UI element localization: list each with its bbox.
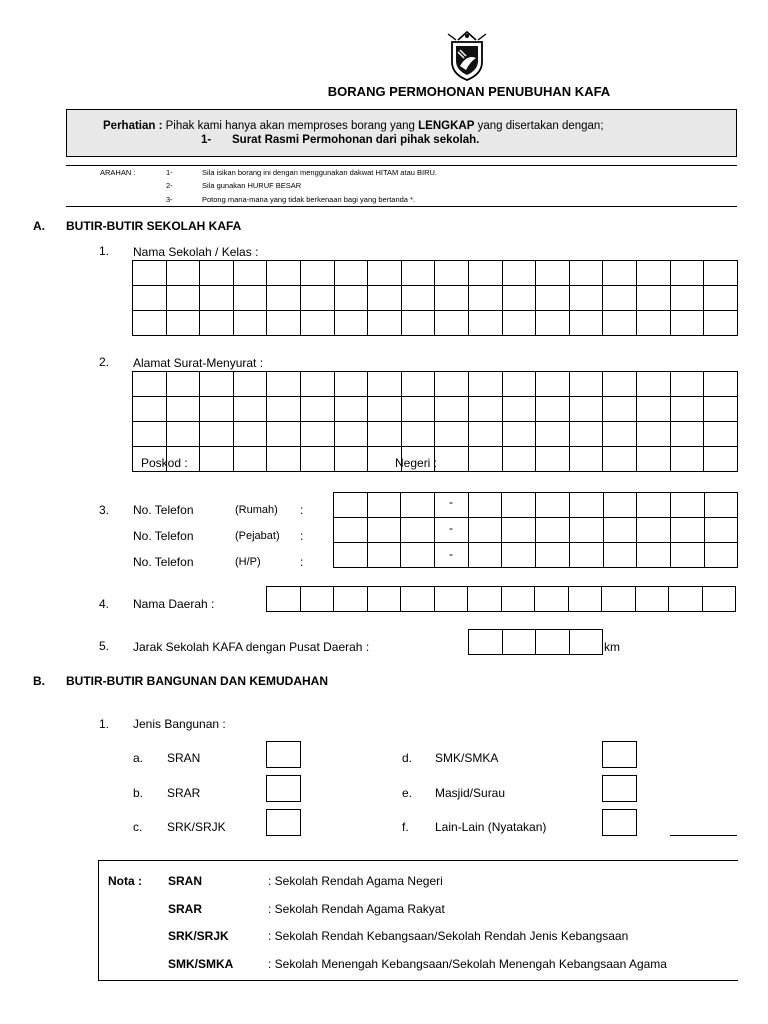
- checkbox-smk-smka[interactable]: [602, 741, 637, 768]
- address-label: Alamat Surat-Menyurat :: [133, 356, 264, 370]
- char-box[interactable]: [670, 543, 704, 568]
- char-box[interactable]: [401, 372, 435, 397]
- char-box[interactable]: [568, 587, 602, 612]
- char-box[interactable]: [367, 493, 401, 518]
- option-label: SMK/SMKA: [435, 751, 499, 765]
- char-box[interactable]: [334, 422, 368, 447]
- specify-line[interactable]: [670, 835, 737, 836]
- char-box[interactable]: [233, 397, 267, 422]
- char-box[interactable]: [334, 587, 368, 612]
- char-box[interactable]: [133, 311, 167, 336]
- char-box[interactable]: [536, 261, 570, 286]
- char-box[interactable]: [367, 543, 401, 568]
- char-box[interactable]: [434, 587, 468, 612]
- school-name-grid[interactable]: [132, 260, 738, 336]
- form-title: BORANG PERMOHONAN PENUBUHAN KAFA: [327, 84, 611, 99]
- char-box[interactable]: [435, 422, 469, 447]
- char-box[interactable]: [670, 422, 704, 447]
- state-label: Negeri :: [395, 456, 438, 470]
- char-box[interactable]: [368, 422, 402, 447]
- nota-abbr: SRK/SRJK: [168, 929, 229, 943]
- phone-type: (Pejabat): [235, 530, 280, 542]
- char-box[interactable]: [435, 372, 469, 397]
- char-box[interactable]: [536, 397, 570, 422]
- char-box[interactable]: [603, 261, 637, 286]
- char-box[interactable]: [569, 447, 603, 472]
- char-box[interactable]: [603, 397, 637, 422]
- arahan-item-text: Sila gunakan HURUF BESAR: [202, 181, 302, 190]
- char-box[interactable]: [267, 587, 301, 612]
- char-box[interactable]: [502, 518, 536, 543]
- section-b-title: BUTIR-BUTIR BANGUNAN DAN KEMUDAHAN: [66, 674, 328, 688]
- char-box[interactable]: [133, 261, 167, 286]
- char-box[interactable]: [670, 493, 704, 518]
- char-box[interactable]: [637, 543, 671, 568]
- char-box[interactable]: [502, 543, 536, 568]
- char-box[interactable]: [569, 397, 603, 422]
- char-box[interactable]: [669, 587, 703, 612]
- char-box[interactable]: [200, 311, 234, 336]
- char-box[interactable]: [200, 397, 234, 422]
- colon: :: [300, 503, 304, 517]
- checkbox-srk-srjk[interactable]: [266, 809, 301, 836]
- district-label: Nama Daerah :: [133, 597, 215, 611]
- notice-item-number: 1-: [201, 134, 212, 146]
- char-box[interactable]: [637, 493, 671, 518]
- char-box[interactable]: [502, 286, 536, 311]
- char-box[interactable]: [166, 422, 200, 447]
- char-box[interactable]: [166, 397, 200, 422]
- char-box[interactable]: [468, 587, 502, 612]
- char-box[interactable]: [535, 587, 569, 612]
- notice-emphasis: LENGKAP: [418, 120, 475, 132]
- char-box[interactable]: [401, 518, 435, 543]
- nota-desc: : Sekolah Rendah Agama Rakyat: [268, 902, 445, 916]
- char-box[interactable]: [704, 372, 738, 397]
- char-box[interactable]: [569, 422, 603, 447]
- char-box[interactable]: [636, 286, 670, 311]
- char-box[interactable]: [468, 286, 502, 311]
- char-box[interactable]: [368, 397, 402, 422]
- char-box[interactable]: [670, 311, 704, 336]
- char-box[interactable]: [401, 261, 435, 286]
- char-box[interactable]: [468, 397, 502, 422]
- char-box[interactable]: [133, 397, 167, 422]
- char-box[interactable]: [569, 372, 603, 397]
- notice-item-text: Surat Rasmi Permohonan dari pihak sekolah.: [232, 134, 480, 146]
- state-crest-logo: [444, 28, 490, 82]
- char-box[interactable]: [704, 422, 738, 447]
- arahan-item-text: Sila isikan borang ini dengan menggunakan dakwat HITAM atau BIRU.: [202, 168, 437, 177]
- char-box[interactable]: [334, 447, 368, 472]
- char-box[interactable]: [468, 543, 502, 568]
- char-box[interactable]: [233, 422, 267, 447]
- char-box[interactable]: [300, 286, 334, 311]
- char-box[interactable]: [468, 422, 502, 447]
- char-box[interactable]: [536, 286, 570, 311]
- char-box[interactable]: [435, 447, 469, 472]
- char-box[interactable]: [670, 447, 704, 472]
- char-box[interactable]: [636, 422, 670, 447]
- char-box[interactable]: [670, 286, 704, 311]
- char-box[interactable]: [569, 630, 603, 655]
- section-a-title: BUTIR-BUTIR SEKOLAH KAFA: [66, 219, 242, 233]
- char-box[interactable]: [468, 311, 502, 336]
- char-box[interactable]: [569, 311, 603, 336]
- nota-desc: : Sekolah Rendah Kebangsaan/Sekolah Rendah Jenis Kebangsaan: [268, 929, 629, 943]
- char-box[interactable]: [401, 587, 435, 612]
- char-box[interactable]: [636, 447, 670, 472]
- char-box[interactable]: [334, 372, 368, 397]
- option-letter: d.: [402, 751, 413, 765]
- char-box[interactable]: [200, 286, 234, 311]
- char-box[interactable]: [367, 587, 401, 612]
- char-box[interactable]: [603, 518, 637, 543]
- char-box[interactable]: [704, 286, 738, 311]
- distance-label: Jarak Sekolah KAFA dengan Pusat Daerah :: [133, 640, 370, 654]
- notice-item: [201, 134, 480, 146]
- option-letter: f.: [402, 820, 409, 834]
- char-box[interactable]: [367, 518, 401, 543]
- phone-label: No. Telefon: [133, 503, 194, 517]
- char-box[interactable]: [704, 311, 738, 336]
- colon: :: [300, 529, 304, 543]
- char-box[interactable]: [603, 286, 637, 311]
- char-box[interactable]: [401, 397, 435, 422]
- char-box[interactable]: [300, 372, 334, 397]
- char-box[interactable]: [133, 422, 167, 447]
- char-box[interactable]: [233, 311, 267, 336]
- char-box[interactable]: [704, 261, 738, 286]
- arahan-label: ARAHAN :: [100, 168, 136, 177]
- char-box[interactable]: [300, 311, 334, 336]
- char-box[interactable]: [300, 397, 334, 422]
- char-box[interactable]: [368, 372, 402, 397]
- option-label: Masjid/Surau: [435, 786, 506, 800]
- char-box[interactable]: [233, 447, 267, 472]
- nota-abbr: SRAN: [168, 874, 203, 888]
- char-box[interactable]: [300, 422, 334, 447]
- section-a-letter: A.: [33, 219, 45, 233]
- char-box[interactable]: [166, 286, 200, 311]
- phone-dash: -: [449, 521, 453, 535]
- phone-dash: -: [449, 495, 453, 509]
- option-letter: e.: [402, 786, 413, 800]
- char-box[interactable]: [603, 543, 637, 568]
- char-box[interactable]: [233, 372, 267, 397]
- char-box[interactable]: [704, 543, 738, 568]
- divider: [66, 165, 737, 166]
- char-box[interactable]: [635, 587, 669, 612]
- checkbox-masjid-surau[interactable]: [602, 775, 637, 802]
- char-box[interactable]: [233, 261, 267, 286]
- q-number: 3.: [99, 503, 110, 517]
- char-box[interactable]: [468, 518, 502, 543]
- postcode-label: Poskod :: [141, 456, 188, 470]
- phone-type: (H/P): [235, 556, 261, 568]
- distance-grid[interactable]: [468, 629, 603, 655]
- char-box[interactable]: [200, 422, 234, 447]
- char-box[interactable]: [636, 311, 670, 336]
- char-box[interactable]: [502, 397, 536, 422]
- q-number: 1.: [99, 244, 110, 258]
- char-box[interactable]: [368, 311, 402, 336]
- char-box[interactable]: [267, 422, 301, 447]
- char-box[interactable]: [233, 286, 267, 311]
- section-b-letter: B.: [33, 674, 45, 688]
- arahan-item-number: 1-: [166, 168, 173, 177]
- char-box[interactable]: [636, 372, 670, 397]
- char-box[interactable]: [200, 372, 234, 397]
- q-number: 1.: [99, 717, 110, 731]
- char-box[interactable]: [502, 422, 536, 447]
- char-box[interactable]: [502, 447, 536, 472]
- char-box[interactable]: [536, 372, 570, 397]
- char-box[interactable]: [300, 447, 334, 472]
- option-letter: b.: [133, 786, 144, 800]
- char-box[interactable]: [267, 261, 301, 286]
- district-grid[interactable]: [266, 586, 736, 612]
- char-box[interactable]: [334, 286, 368, 311]
- option-label: SRAN: [167, 751, 201, 765]
- char-box[interactable]: [603, 422, 637, 447]
- char-box[interactable]: [469, 630, 503, 655]
- char-box[interactable]: [368, 261, 402, 286]
- option-letter: a.: [133, 751, 144, 765]
- char-box[interactable]: [603, 493, 637, 518]
- char-box[interactable]: [702, 587, 736, 612]
- char-box[interactable]: [133, 372, 167, 397]
- char-box[interactable]: [670, 261, 704, 286]
- arahan-item-text: Potong mana-mana yang tidak berkenaan bagi yang bertanda *.: [202, 195, 416, 204]
- char-box[interactable]: [334, 543, 368, 568]
- char-box[interactable]: [536, 518, 570, 543]
- colon: :: [300, 555, 304, 569]
- char-box[interactable]: [133, 286, 167, 311]
- char-box[interactable]: [670, 397, 704, 422]
- char-box[interactable]: [569, 286, 603, 311]
- nota-label: Nota :: [108, 874, 142, 888]
- char-box[interactable]: [569, 493, 603, 518]
- char-box[interactable]: [569, 261, 603, 286]
- q-number: 2.: [99, 355, 110, 369]
- char-box[interactable]: [267, 397, 301, 422]
- char-box[interactable]: [502, 630, 536, 655]
- char-box[interactable]: [166, 372, 200, 397]
- checkbox-srar[interactable]: [266, 775, 301, 802]
- char-box[interactable]: [334, 311, 368, 336]
- char-box[interactable]: [637, 518, 671, 543]
- char-box[interactable]: [401, 286, 435, 311]
- checkbox-sran[interactable]: [266, 741, 301, 768]
- char-box[interactable]: [704, 518, 738, 543]
- char-box[interactable]: [401, 422, 435, 447]
- char-box[interactable]: [603, 447, 637, 472]
- distance-unit: km: [604, 640, 620, 654]
- char-box[interactable]: [536, 422, 570, 447]
- notice-text: Pihak kami hanya akan memproses borang yang: [162, 120, 419, 132]
- char-box[interactable]: [468, 493, 502, 518]
- char-box[interactable]: [368, 286, 402, 311]
- char-box[interactable]: [569, 518, 603, 543]
- checkbox-lain-lain[interactable]: [602, 809, 637, 836]
- option-label: SRAR: [167, 786, 201, 800]
- char-box[interactable]: [536, 493, 570, 518]
- phone-label: No. Telefon: [133, 555, 194, 569]
- char-box[interactable]: [166, 261, 200, 286]
- char-box[interactable]: [603, 372, 637, 397]
- char-box[interactable]: [501, 587, 535, 612]
- q-number: 5.: [99, 639, 110, 653]
- nota-abbr: SMK/SMKA: [168, 957, 234, 971]
- char-box[interactable]: [200, 447, 234, 472]
- char-box[interactable]: [536, 630, 570, 655]
- school-name-label: Nama Sekolah / Kelas :: [133, 245, 259, 259]
- nota-desc: : Sekolah Menengah Kebangsaan/Sekolah Menengah Kebangsaan Agama: [268, 957, 667, 971]
- char-box[interactable]: [334, 518, 368, 543]
- char-box[interactable]: [401, 493, 435, 518]
- char-box[interactable]: [166, 311, 200, 336]
- char-box[interactable]: [602, 587, 636, 612]
- option-label: Lain-Lain (Nyatakan): [435, 820, 547, 834]
- char-box[interactable]: [502, 493, 536, 518]
- char-box[interactable]: [468, 447, 502, 472]
- char-box[interactable]: [670, 518, 704, 543]
- char-box[interactable]: [401, 543, 435, 568]
- char-box[interactable]: [334, 397, 368, 422]
- char-box[interactable]: [401, 311, 435, 336]
- notice-label: Perhatian :: [103, 120, 163, 132]
- phone-grid[interactable]: [333, 492, 738, 568]
- char-box[interactable]: [334, 261, 368, 286]
- char-box[interactable]: [435, 261, 469, 286]
- phone-type: (Rumah): [235, 504, 278, 516]
- char-box[interactable]: [267, 447, 301, 472]
- char-box[interactable]: [536, 543, 570, 568]
- char-box[interactable]: [468, 261, 502, 286]
- char-box[interactable]: [435, 311, 469, 336]
- notice-line: [103, 120, 604, 132]
- char-box[interactable]: [569, 543, 603, 568]
- divider: [66, 206, 737, 207]
- char-box[interactable]: [502, 261, 536, 286]
- nota-box: [98, 860, 738, 981]
- char-box[interactable]: [468, 372, 502, 397]
- char-box[interactable]: [536, 311, 570, 336]
- char-box[interactable]: [704, 493, 738, 518]
- building-type-label: Jenis Bangunan :: [133, 717, 226, 731]
- phone-label: No. Telefon: [133, 529, 194, 543]
- option-label: SRK/SRJK: [167, 820, 226, 834]
- char-box[interactable]: [267, 372, 301, 397]
- notice-text-end: yang disertakan dengan;: [474, 120, 604, 132]
- char-box[interactable]: [704, 397, 738, 422]
- char-box[interactable]: [603, 311, 637, 336]
- option-letter: c.: [133, 820, 143, 834]
- char-box[interactable]: [502, 311, 536, 336]
- arahan-item-number: 3-: [166, 195, 173, 204]
- char-box[interactable]: [435, 397, 469, 422]
- char-box[interactable]: [670, 372, 704, 397]
- char-box[interactable]: [536, 447, 570, 472]
- char-box[interactable]: [435, 286, 469, 311]
- char-box[interactable]: [502, 372, 536, 397]
- char-box[interactable]: [636, 397, 670, 422]
- char-box[interactable]: [300, 261, 334, 286]
- char-box[interactable]: [334, 493, 368, 518]
- nota-abbr: SRAR: [168, 902, 203, 916]
- nota-desc: : Sekolah Rendah Agama Negeri: [268, 874, 443, 888]
- char-box[interactable]: [267, 286, 301, 311]
- char-box[interactable]: [636, 261, 670, 286]
- phone-dash: -: [449, 547, 453, 561]
- q-number: 4.: [99, 597, 110, 611]
- char-box[interactable]: [200, 261, 234, 286]
- notice-box: [66, 109, 737, 157]
- arahan-item-number: 2-: [166, 181, 173, 190]
- char-box[interactable]: [267, 311, 301, 336]
- char-box[interactable]: [300, 587, 334, 612]
- char-box[interactable]: [704, 447, 738, 472]
